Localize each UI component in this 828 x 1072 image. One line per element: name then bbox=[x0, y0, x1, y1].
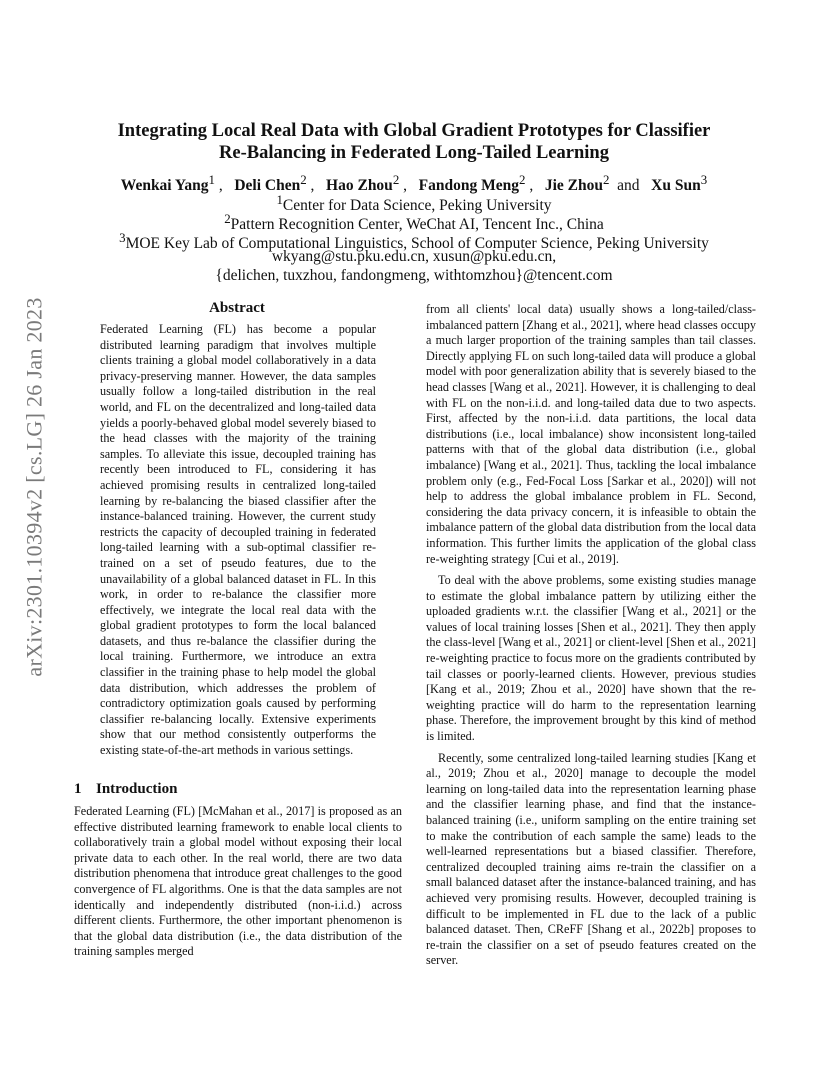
paragraph: To deal with the above problems, some existing studies manage to estimate the global imbalance pattern by utilizing either the uploaded gradients w.r.t. the classifier [Wang et al., 2021] or the values of local training losses [Shen et al., 2021]. They then apply the class-level [Wang et al., 2021] or client-level [Shen et al., 2021] re-weighting practice to focus more on the gradients contributed by tail classes or poorly-learned clients. However, previous studies [Kang et al., 2019; Zhou et al., 2020] have shown that the re-weighting practice will do harm to the representation learning phase. Therefore, the improvement brought by this kind of method is limited. bbox=[426, 573, 756, 744]
author: Wenkai Yang bbox=[120, 177, 209, 195]
paper-title bbox=[60, 120, 768, 164]
title-line-2: Re-Balancing in Federated Long-Tailed Learning bbox=[219, 143, 609, 163]
author: Deli Chen bbox=[234, 177, 301, 195]
author: Fandong Meng bbox=[418, 177, 519, 195]
affiliation: $^1$Center for Data Science, Peking University bbox=[276, 192, 552, 215]
left-column-body bbox=[74, 804, 402, 966]
paragraph: Recently, some centralized long-tailed learning studies [Kang et al., 2019; Zhou et al., 2020] manage to decouple the model learning on long-tailed data into the representation learning phase and the classifier learning phase, and find that the instance-balanced training (i.e., uniform sampling on the entire training set to make the contribution of each sample the same) leads to the well-learned representations but a biased classifier. Therefore, centralized decoupled training aims re-train the classifier on a small balanced dataset after the instance-balanced training, and has achieved very promising results. However, decoupled training is difficult to be implemented in FL due to the lack of a public balanced dataset. Then, CReFF [Shang et al., 2022b] proposes to re-train the classifier on a set of pseudo features created on the server. bbox=[426, 750, 756, 968]
affiliation: $^2$Pattern Recognition Center, WeChat AI, Tencent Inc., China bbox=[224, 211, 604, 234]
paragraph: from all clients' local data) usually shows a long-tailed/class-imbalanced pattern [Zhang et al., 2021], where head classes occupy a much larger proportion of the training samples than tail classes. Directly applying FL on such long-tailed data will produce a global model with poor generalization ability that is severely biased to the head classes [Wang et al., 2021]. However, it is challenging to deal with FL on the non-i.i.d. and long-tailed data due to two aspects. First, affected by the non-i.i.d. data partitions, the local data distributions (i.e., local imbalance) show inconsistent long-tailed patterns with that of the global data distribution (i.e., global imbalance) [Wang et al., 2021]. Thus, tackling the local imbalance problem only (e.g., Fed-Focal Loss [Sarkar et al., 2020]) will not help to address the global imbalance problem in FL. Second, considering the data privacy concern, it is infeasible to obtain the imbalance pattern of the global data distribution from the local data information. This further limits the application of the global class re-weighting strategy [Cui et al., 2019]. bbox=[426, 302, 756, 566]
abstract-heading: Abstract bbox=[209, 300, 265, 316]
section-heading: 1 Introduction bbox=[74, 781, 178, 797]
author-list: Wenkai Yang$^1$ , Deli Chen$^2$ , Hao Zhou$^2$ , Fandong Meng$^2$ , Jie Zhou$^2$ and Xu Sun$^3$ bbox=[120, 172, 708, 195]
email-line: wkyang@stu.pku.edu.cn, xusun@pku.edu.cn, bbox=[271, 248, 557, 265]
author: Xu Sun bbox=[651, 177, 701, 195]
author: Hao Zhou bbox=[326, 177, 393, 195]
right-column-body bbox=[426, 302, 756, 975]
email-line: {delichen, tuxzhou, fandongmeng, withtomzhou}@tencent.com bbox=[215, 267, 613, 284]
affiliation: $^3$MOE Key Lab of Computational Linguistics, School of Computer Science, Peking University bbox=[119, 230, 709, 253]
author: Jie Zhou bbox=[544, 177, 603, 195]
title-line-1: Integrating Local Real Data with Global Gradient Prototypes for Classifier bbox=[117, 121, 711, 141]
paragraph: Federated Learning (FL) [McMahan et al., 2017] is proposed as an effective distributed learning framework to enable local clients to collaboratively train a global model without exposing their local private data to each other. In the real world, there are two data distribution phenomena that introduce great challenges to the good convergence of FL algorithms. One is that the data samples are not identically and independently distributed (non-i.i.d.) across different clients. Furthermore, the other important phenomenon is that the global data distribution (i.e., the data distribution of the training samples merged bbox=[74, 804, 402, 959]
abstract-body: Federated Learning (FL) has become a popular distributed learning paradigm that involves multiple clients training a global model collaboratively in a data privacy-preserving manner. However, the data samples usually follow a long-tailed distribution in the real world, and FL on the decentralized and long-tailed data yields a poorly-behaved global model severely biased to the head classes with the majority of the training samples. To alleviate this issue, decoupled training has recently been introduced to FL, considering it has achieved promising results in centralized long-tailed learning by re-balancing the biased classifier after the instance-balanced training. However, the current study restricts the capacity of decoupled training in federated long-tailed learning with a sub-optimal classifier re-trained on a set of pseudo features, due to the unavailability of a global balanced dataset in FL. In this work, in order to re-balance the classifier more effectively, we integrate the local real data with the global gradient prototypes to form the local balanced datasets, and thus re-balance the classifier during the local training. Furthermore, we introduce an extra classifier in the training phase to help model the global data distribution, which addresses the problem of contradictory optimization goals caused by performing classifier re-balancing locally. Extensive experiments show that our method consistently outperforms the existing state-of-the-art methods in various settings. bbox=[100, 322, 376, 758]
arxiv-side-label: arXiv:2301.10394v2 [cs.LG] 26 Jan 2023 bbox=[22, 297, 48, 677]
